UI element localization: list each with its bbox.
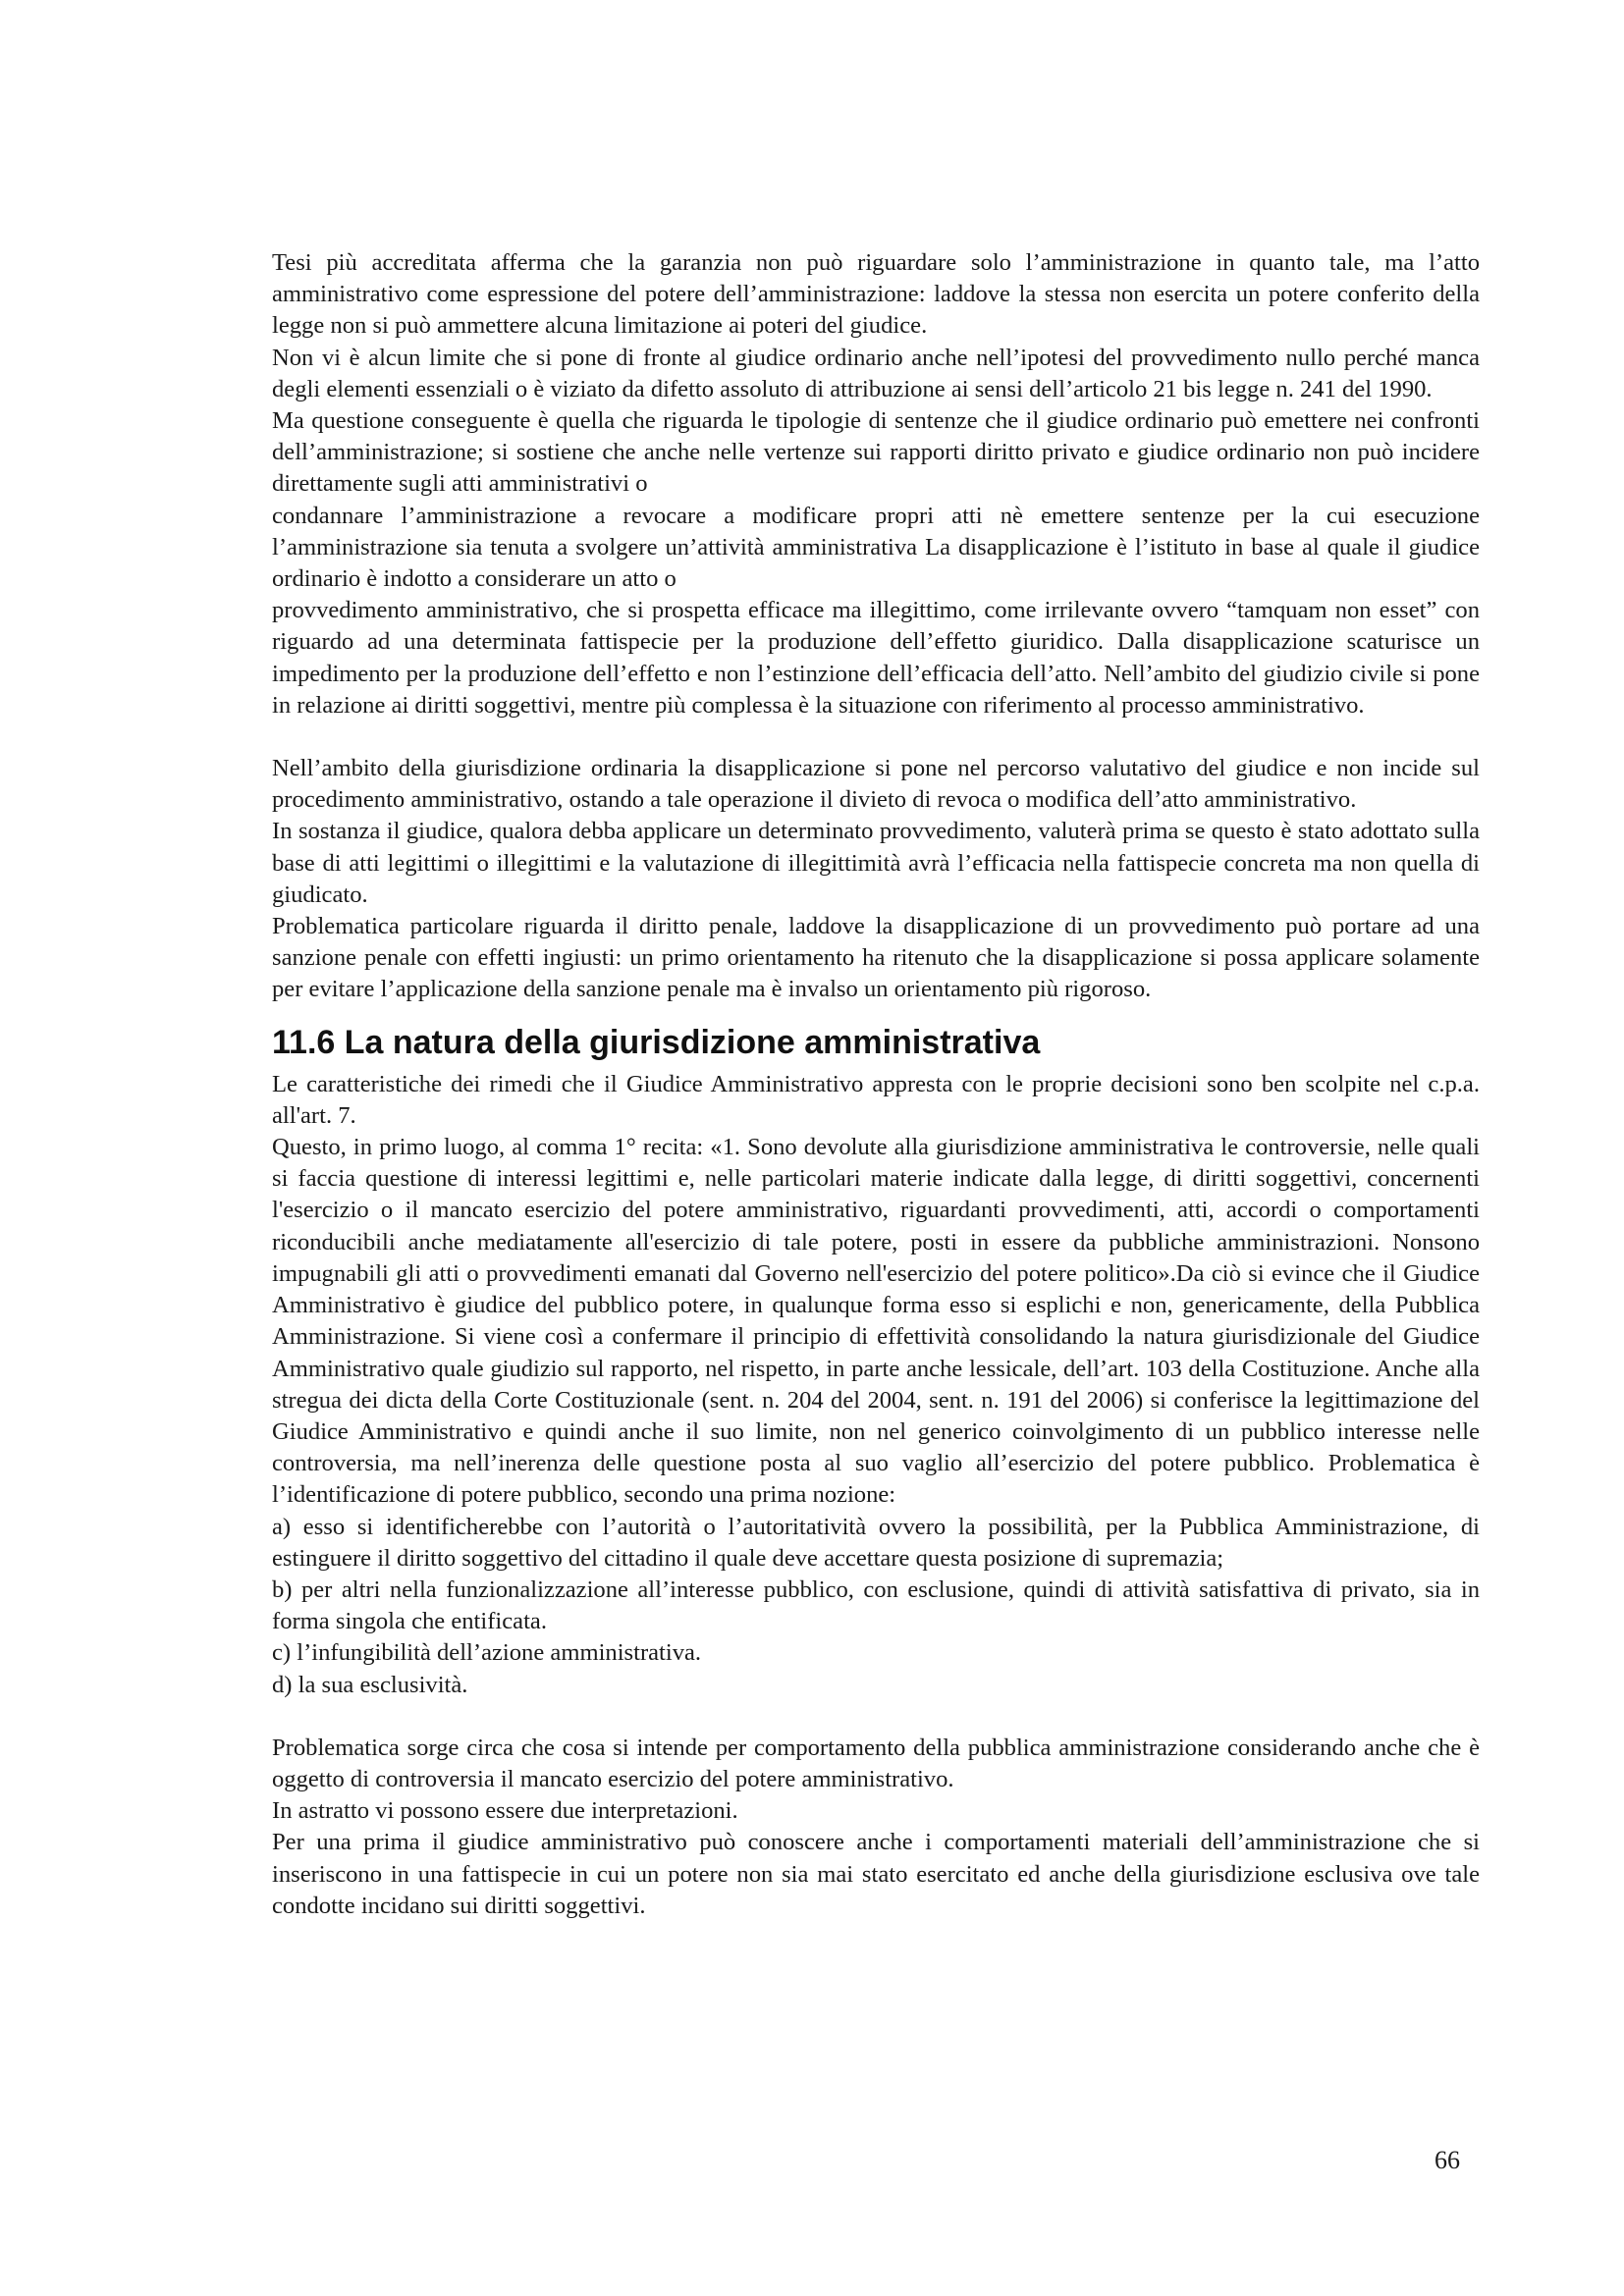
list-item: b) per altri nella funzionalizzazione all’interesse pubblico, con esclusione, quindi di attività satisfattiva di privato, sia in forma singola che entificata.	[272, 1575, 1480, 1635]
page-number: 66	[1435, 2146, 1460, 2174]
paragraph: In sostanza il giudice, qualora debba applicare un determinato provvedimento, valuterà prima se questo è stato adottato sulla base di atti legittimi o illegittimi e la valutazione di illegittimità avrà l’efficacia nella fattispecie concreta ma non quella di giudicato.	[272, 818, 1480, 908]
list-item: c) l’infungibilità dell’azione amministrativa.	[272, 1639, 702, 1667]
list-item: d) la sua esclusività.	[272, 1671, 468, 1698]
paragraph: Ma questione conseguente è quella che riguarda le tipologie di sentenze che il giudice ordinario può emettere nei confronti dell’amministrazione; si sostiene che anche nelle vertenze sui rapporti diritto privato e giudice ordinario non può incidere direttamente sugli atti amministrativi o	[272, 407, 1480, 498]
paragraph-gap	[272, 1701, 1480, 1733]
section-heading: 11.6 La natura della giurisdizione amministrativa	[272, 1023, 1041, 1061]
paragraph: Non vi è alcun limite che si pone di fronte al giudice ordinario anche nell’ipotesi del provvedimento nullo perché manca degli elementi essenziali o è viziato da difetto assoluto di attribuzione ai sensi dell’articolo 21 bis legge n. 241 del 1990.	[272, 344, 1480, 402]
section-ordinary-jurisdiction	[272, 753, 1480, 1006]
paragraph: Problematica particolare riguarda il diritto penale, laddove la disapplicazione di un provvedimento può portare ad una sanzione penale con effetti ingiusti: un primo orientamento ha ritenuto che la disapplicazione si possa applicare solamente per evitare l’applicazione della sanzione penale ma è invalso un orientamento più rigoroso.	[272, 913, 1480, 1003]
paragraph-gap	[272, 721, 1480, 753]
paragraph: Nell’ambito della giurisdizione ordinaria la disapplicazione si pone nel percorso valutativo del giudice e non incide sul procedimento amministrativo, ostando a tale operazione il divieto di revoca o modifica dell’atto amministrativo.	[272, 755, 1480, 814]
paragraph: In astratto vi possono essere due interpretazioni.	[272, 1797, 738, 1825]
paragraph: Questo, in primo luogo, al comma 1° recita: «1. Sono devolute alla giurisdizione amministrativa le controversie, nelle quali si faccia questione di interessi legittimi e, nelle particolari materie indicate dalla legge, di diritti soggettivi, concernenti l'esercizio o il mancato esercizio del potere amministrativo, riguardanti provvedimenti, atti, accordi o comportamenti riconducibili anche mediatamente all'esercizio di tale potere, posti in essere da pubbliche amministrazioni. Nonsono impugnabili gli atti o provvedimenti emanati dal Governo nell'esercizio del potere politico».Da ciò si evince che il Giudice Amministrativo è giudice del pubblico potere, in qualunque forma esso si esplichi e non, genericamente, della Pubblica Amministrazione. Si viene così a confermare il principio di effettività consolidando la natura giurisdizionale del Giudice Amministrativo quale giudizio sul rapporto, nel rispetto, in parte anche lessicale, dell’art. 103 della Costituzione. Anche alla stregua dei dicta della Corte Costituzionale (sent. n. 204 del 2004, sent. n. 191 del 2006) si conferisce la legittimazione del Giudice Amministrativo e quindi anche il suo limite, non nel generico coinvolgimento di un pubblico interesse nelle controversia, ma nell’inerenza delle questione posta al suo vaglio all’esercizio del potere pubblico. Problematica è l’identificazione di potere pubblico, secondo una prima nozione:	[272, 1134, 1480, 1509]
section-administrative-jurisdiction	[272, 1069, 1480, 1701]
paragraph: Tesi più accreditata afferma che la garanzia non può riguardare solo l’amministrazione in quanto tale, ma l’atto amministrativo come espressione del potere dell’amministrazione: laddove la stessa non esercita un potere conferito della legge non si può ammettere alcuna limitazione ai poteri del giudice.	[272, 249, 1480, 340]
paragraph: condannare l’amministrazione a revocare a modificare propri atti nè emettere sentenze per la cui esecuzione l’amministrazione sia tenuta a svolgere un’attività amministrativa La disapplicazione è l’istituto in base al quale il giudice ordinario è indotto a considerare un atto o	[272, 502, 1480, 593]
document-page	[272, 247, 1480, 1922]
paragraph: Le caratteristiche dei rimedi che il Giudice Amministrativo appresta con le proprie decisioni sono ben scolpite nel c.p.a. all'art. 7.	[272, 1070, 1480, 1129]
section-disapplication	[272, 247, 1480, 721]
section-behaviour	[272, 1733, 1480, 1922]
paragraph: provvedimento amministrativo, che si prospetta efficace ma illegittimo, come irrilevante ovvero “tamquam non esset” con riguardo ad una determinata fattispecie per la produzione dell’effetto giuridico. Dalla disapplicazione scaturisce un impedimento per la produzione dell’effetto e non l’estinzione dell’efficacia dell’atto. Nell’ambito del giudizio civile si pone in relazione ai diritti soggettivi, mentre più complessa è la situazione con riferimento al processo amministrativo.	[272, 597, 1480, 719]
list-item: a) esso si identificherebbe con l’autorità o l’autoritatività ovvero la possibilità, per la Pubblica Amministrazione, di estinguere il diritto soggettivo del cittadino il quale deve accettare questa posizione di supremazia;	[272, 1513, 1480, 1572]
paragraph: Per una prima il giudice amministrativo può conoscere anche i comportamenti materiali dell’amministrazione che si inseriscono in una fattispecie in cui un potere non sia mai stato esercitato ed anche della giurisdizione esclusiva ove tale condotte incidano sui diritti soggettivi.	[272, 1829, 1480, 1919]
paragraph: Problematica sorge circa che cosa si intende per comportamento della pubblica amministrazione considerando anche che è oggetto di controversia il mancato esercizio del potere amministrativo.	[272, 1734, 1480, 1792]
